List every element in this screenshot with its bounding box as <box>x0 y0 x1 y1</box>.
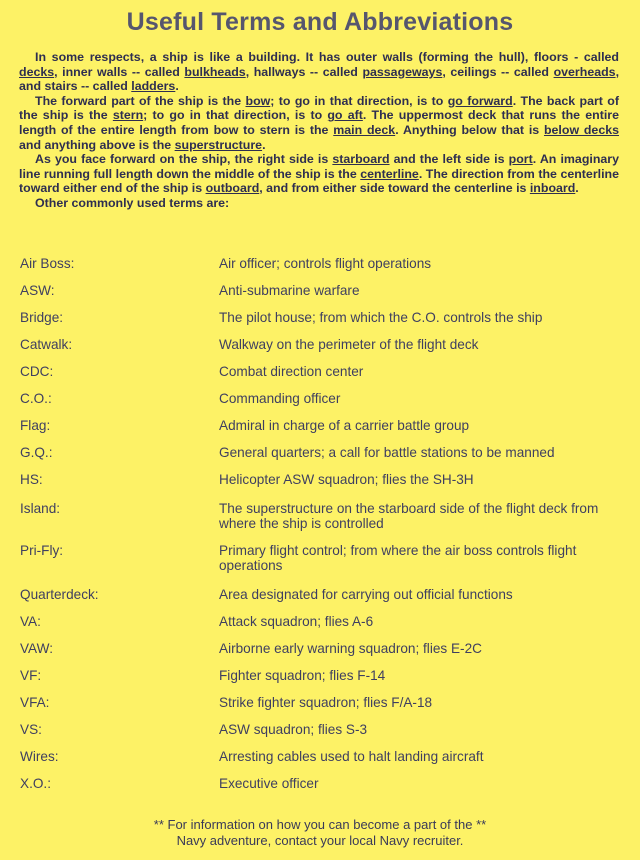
key-term: starboard <box>332 152 390 167</box>
intro-text-run: . An imaginary line running full length down the middle of the ship is the <box>19 152 620 181</box>
term-definition: Executive officer <box>219 776 319 791</box>
term-name: Catwalk: <box>20 337 73 352</box>
intro-text-run: , inner walls -- called <box>54 64 185 79</box>
term-definition: Area designated for carrying out official functions <box>219 587 513 602</box>
intro-paragraph-1 <box>19 50 619 94</box>
term-definition: Walkway on the perimeter of the flight deck <box>219 337 479 352</box>
term-definition: Fighter squadron; flies F-14 <box>219 668 386 683</box>
key-term: superstructure <box>174 137 263 152</box>
term-definition: Strike fighter squadron; flies F/A-18 <box>219 695 433 710</box>
term-name: Air Boss: <box>20 256 75 271</box>
intro-text-run: and the left side is <box>389 152 509 167</box>
intro-text-run: ; to go in that direction, is to <box>270 93 448 108</box>
term-name: Island: <box>20 501 61 516</box>
intro-text-run: The forward part of the ship is the <box>35 93 246 108</box>
term-name: HS: <box>20 472 43 487</box>
key-term: go aft <box>327 108 363 123</box>
term-definition: Combat direction center <box>219 364 364 379</box>
term-definition: Arresting cables used to halt landing aircraft <box>219 749 484 764</box>
term-definition: ASW squadron; flies S-3 <box>219 722 368 737</box>
intro-text-run: ; to go in that direction, is to <box>143 108 328 123</box>
intro-text <box>19 50 619 211</box>
intro-text-run: , and stairs -- called <box>19 64 620 94</box>
term-name: VS: <box>20 722 42 737</box>
term-definition: Commanding officer <box>219 391 341 406</box>
intro-text-run: As you face forward on the ship, the right side is <box>35 152 333 167</box>
term-definition: Helicopter ASW squadron; flies the SH-3H <box>219 472 474 487</box>
term-definition: Air officer; controls flight operations <box>219 256 432 271</box>
key-term: stern <box>112 108 144 123</box>
term-definition: General quarters; a call for battle stations to be manned <box>219 445 555 460</box>
intro-text-run: . <box>262 137 266 152</box>
term-definition: Airborne early warning squadron; flies E-2C <box>219 641 482 656</box>
term-definition: Anti-submarine warfare <box>219 283 360 298</box>
key-term: ladders <box>131 79 176 94</box>
intro-text-run: , ceilings -- called <box>442 64 554 79</box>
term-definition: The superstructure on the starboard side of the flight deck from where the ship is controlled <box>219 501 599 531</box>
term-name: Flag: <box>20 418 51 433</box>
intro-paragraph-2 <box>19 94 619 152</box>
term-name: Wires: <box>20 749 59 764</box>
footer-note <box>0 817 640 849</box>
term-name: CDC: <box>20 364 54 379</box>
key-term: bow <box>245 93 271 108</box>
key-term: centerline <box>360 166 419 181</box>
term-definition: Attack squadron; flies A-6 <box>219 614 374 629</box>
key-term: outboard <box>205 181 260 196</box>
key-term: port <box>508 152 533 167</box>
page-title: Useful Terms and Abbreviations <box>126 8 514 36</box>
intro-text-run: . The back part of the ship is the <box>19 93 619 123</box>
intro-paragraph-3 <box>19 152 619 196</box>
intro-paragraph-4 <box>19 196 619 211</box>
key-term: main deck <box>333 122 396 137</box>
key-term: bulkheads <box>184 64 246 79</box>
term-definition: Admiral in charge of a carrier battle group <box>219 418 470 433</box>
intro-text-run: , hallways -- called <box>245 64 363 79</box>
term-name: ASW: <box>20 283 55 298</box>
term-name: Bridge: <box>20 310 64 325</box>
term-name: VA: <box>20 614 41 629</box>
term-name: Pri-Fly: <box>20 543 64 558</box>
intro-text-run: . Anything below that is <box>395 122 544 137</box>
term-name: C.O.: <box>20 391 52 406</box>
term-definition: Primary flight control; from where the air boss controls flight operations <box>219 543 577 573</box>
key-term: inboard <box>529 181 576 196</box>
term-name: VF: <box>20 668 42 683</box>
key-term: decks <box>19 64 55 79</box>
intro-text-run: . <box>575 181 579 196</box>
intro-text-run: . The uppermost deck that runs the entire length of the entire length from bow to stern is the <box>19 108 619 137</box>
term-definition: The pilot house; from which the C.O. controls the ship <box>219 310 543 325</box>
key-term: below decks <box>543 122 619 137</box>
term-name: Quarterdeck: <box>20 587 99 602</box>
footer-line-1: ** For information on how you can become a part of the ** <box>153 817 487 832</box>
key-term: go forward <box>447 93 513 108</box>
term-name: X.O.: <box>20 776 51 791</box>
term-name: VFA: <box>20 695 50 710</box>
key-term: passageways <box>362 64 443 79</box>
intro-text-run: , and from either side toward the centerline is <box>259 181 530 196</box>
intro-text-run: . <box>175 79 179 94</box>
footer-line-2: Navy adventure, contact your local Navy recruiter. <box>176 833 464 848</box>
intro-text-run: . The direction from the centerline toward either end of the ship is <box>19 166 619 196</box>
term-name: VAW: <box>20 641 53 656</box>
intro-text-run: and anything above is the <box>19 137 175 152</box>
key-term: overheads <box>553 64 616 79</box>
intro-text-run: In some respects, a ship is like a building. It has outer walls (forming the hull), floors - called <box>35 50 619 64</box>
term-name: G.Q.: <box>20 445 53 460</box>
intro-text-run: Other commonly used terms are: <box>35 195 230 210</box>
